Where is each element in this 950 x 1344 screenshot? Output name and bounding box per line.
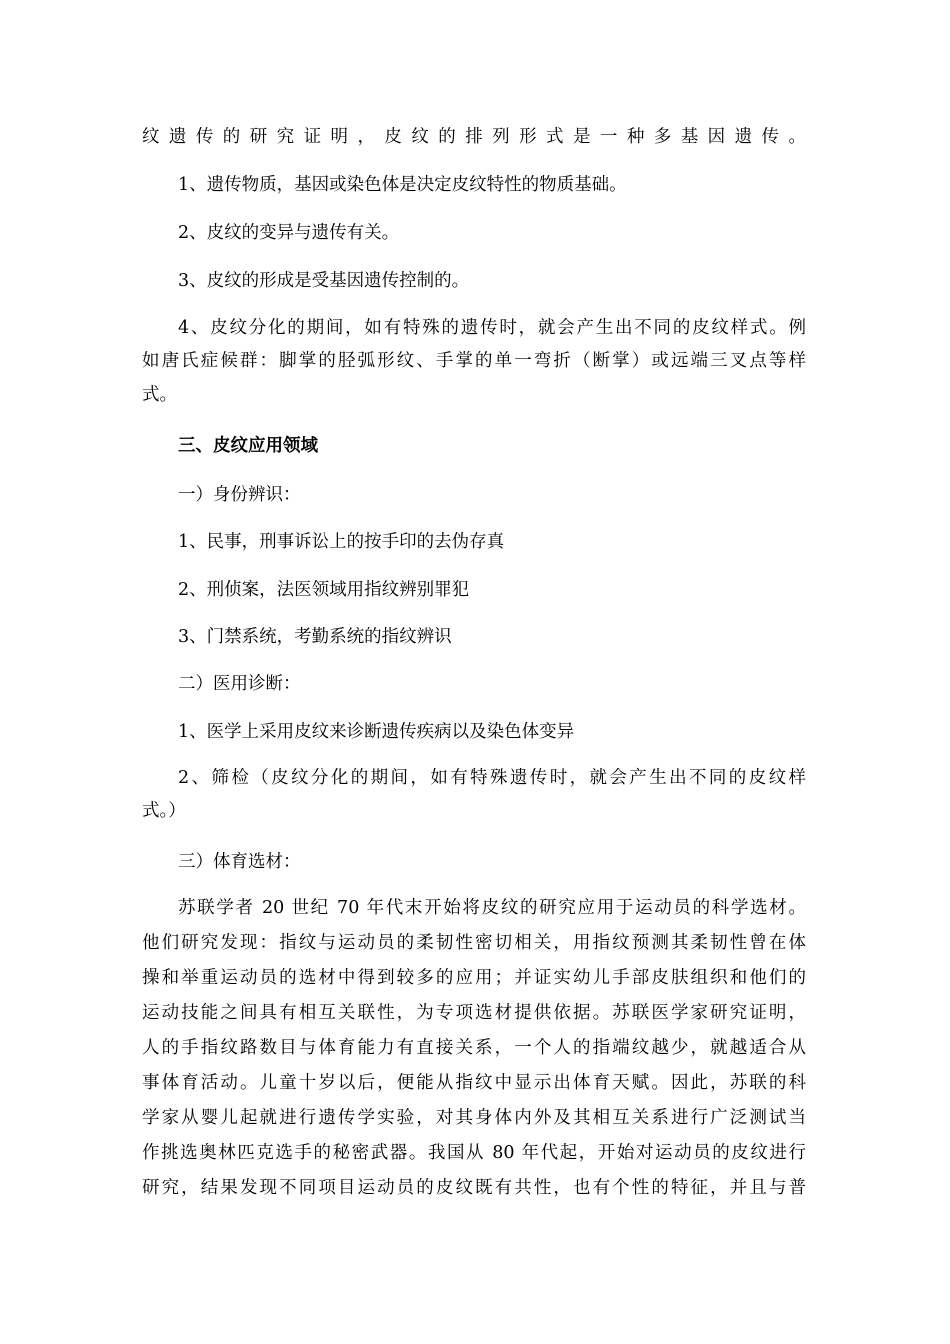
text-line: 如唐氏症候群：脚掌的胫弧形纹、手掌的单一弯折（断掌）或远端三叉点等样	[142, 351, 806, 371]
text-line: 纹遗传的研究证明，皮纹的排列形式是一种多基因遗传。	[142, 127, 806, 147]
paragraph-line: 事体育活动。儿童十岁以后，便能从指纹中显示出体育天赋。因此，苏联的科	[142, 1073, 806, 1093]
subsection-heading: 三）体育选材：	[178, 852, 301, 872]
paragraph-line: 他们研究发现：指纹与运动员的柔韧性密切相关，用指纹预测其柔韧性曾在体	[142, 933, 806, 953]
paragraph-line: 作挑选奥林匹克选手的秘密武器。我国从 80 年代起，开始对运动员的皮纹进行	[142, 1143, 806, 1163]
list-item: 1、医学上采用皮纹来诊断遗传疾病以及染色体变异	[178, 722, 575, 742]
list-item: 2、筛检（皮纹分化的期间，如有特殊遗传时，就会产生出不同的皮纹样	[178, 768, 806, 788]
list-item: 4、皮纹分化的期间，如有特殊的遗传时，就会产生出不同的皮纹样式。例	[178, 318, 806, 338]
paragraph-line: 苏联学者 20 世纪 70 年代末开始将皮纹的研究应用于运动员的科学选材。	[178, 898, 806, 918]
subsection-heading: 一）身份辨识：	[178, 485, 301, 505]
paragraph-line: 研究，结果发现不同项目运动员的皮纹既有共性，也有个性的特征，并且与普	[142, 1178, 806, 1198]
paragraph-line: 学家从婴儿起就进行遗传学实验，对其身体内外及其相互关系进行广泛测试当	[142, 1108, 806, 1128]
subsection-heading: 二）医用诊断：	[178, 674, 301, 694]
paragraph-line: 运动技能之间具有相互关联性，为专项选材提供依据。苏联医学家研究证明，	[142, 1003, 806, 1023]
list-item: 2、皮纹的变异与遗传有关。	[178, 223, 400, 243]
paragraph-line: 操和举重运动员的选材中得到较多的应用；并证实幼儿手部皮肤组织和他们的	[142, 968, 806, 988]
list-item: 1、民事，刑事诉讼上的按手印的去伪存真	[178, 532, 505, 552]
list-item: 3、皮纹的形成是受基因遗传控制的。	[178, 271, 470, 291]
paragraph-line: 人的手指纹路数目与体育能力有直接关系，一个人的指端纹越少，就越适合从	[142, 1038, 806, 1058]
text-line: 式。）	[142, 801, 186, 821]
list-item: 2、刑侦案，法医领域用指纹辨别罪犯	[178, 580, 470, 600]
list-item: 1、遗传物质，基因或染色体是决定皮纹特性的物质基础。	[178, 175, 627, 195]
text-line: 式。	[142, 385, 177, 405]
section-heading: 三、皮纹应用领域	[178, 436, 318, 456]
list-item: 3、门禁系统，考勤系统的指纹辨识	[178, 627, 452, 647]
